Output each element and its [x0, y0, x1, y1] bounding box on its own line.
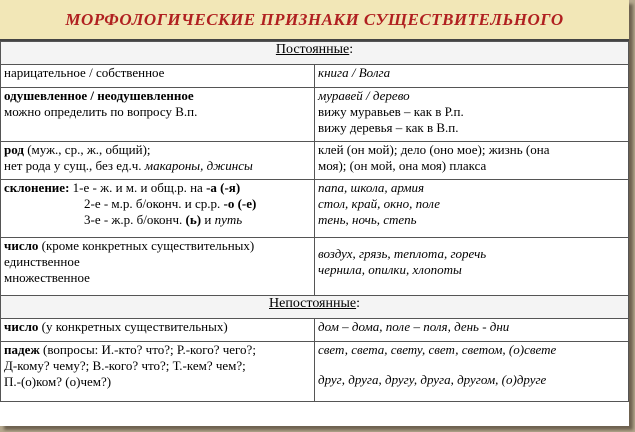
table-row: [1, 238, 629, 296]
table-row: [1, 65, 629, 88]
feature-cell: нарицательное / собственное: [1, 65, 315, 88]
table-row: [1, 142, 629, 180]
example-cell: книга / Волга: [315, 65, 629, 88]
table-row: [1, 319, 629, 342]
example-cell: папа, школа, армия стол, край, окно, поле тень, ночь, степь: [315, 180, 629, 238]
table-row: [1, 342, 629, 402]
table-row: [1, 88, 629, 142]
example-cell: свет, света, свету, свет, светом, (о)свете друг, друга, другу, друга, другом, (о)друге: [315, 342, 629, 402]
feature-cell: число (у конкретных существительных): [1, 319, 315, 342]
feature-cell: падеж (вопросы: И.-кто? что?; Р.-кого? чего?; Д-кому? чему?; В.-кого? что?; Т.-кем? чем?; П.-(о)ком? (о)чем?): [1, 342, 315, 402]
example-cell: дом – дома, поле – поля, день - дни: [315, 319, 629, 342]
example-cell: муравей / дерево вижу муравьев – как в Р.п. вижу деревья – как в В.п.: [315, 88, 629, 142]
table-title-bar: [0, 0, 629, 41]
feature-cell: число (кроме конкретных существительных) единственное множественное: [1, 238, 315, 296]
page-title: МОРФОЛОГИЧЕСКИЕ ПРИЗНАКИ СУЩЕСТВИТЕЛЬНОГО: [65, 9, 564, 29]
morphology-table: [0, 41, 629, 402]
table-row: [1, 180, 629, 238]
feature-cell: род (муж., ср., ж., общий); нет рода у сущ., без ед.ч. макароны, джинсы: [1, 142, 315, 180]
section-header-constant: Постоянные:: [1, 42, 629, 65]
feature-cell: склонение: 1-е - ж. и м. и общ.р. на -а (-я) 2-е - м.р. б/оконч. и ср.р. -о (-е) 3-е - ж.р. б/оконч. (ь) и путь: [1, 180, 315, 238]
example-cell: воздух, грязь, теплота, горечь чернила, опилки, хлопоты: [315, 238, 629, 296]
feature-cell: одушевленное / неодушевленное можно определить по вопросу В.п.: [1, 88, 315, 142]
example-cell: клей (он мой); дело (оно мое); жизнь (она моя); (он мой, она моя) плакса: [315, 142, 629, 180]
section-header-nonconstant: Непостоянные:: [1, 296, 629, 319]
